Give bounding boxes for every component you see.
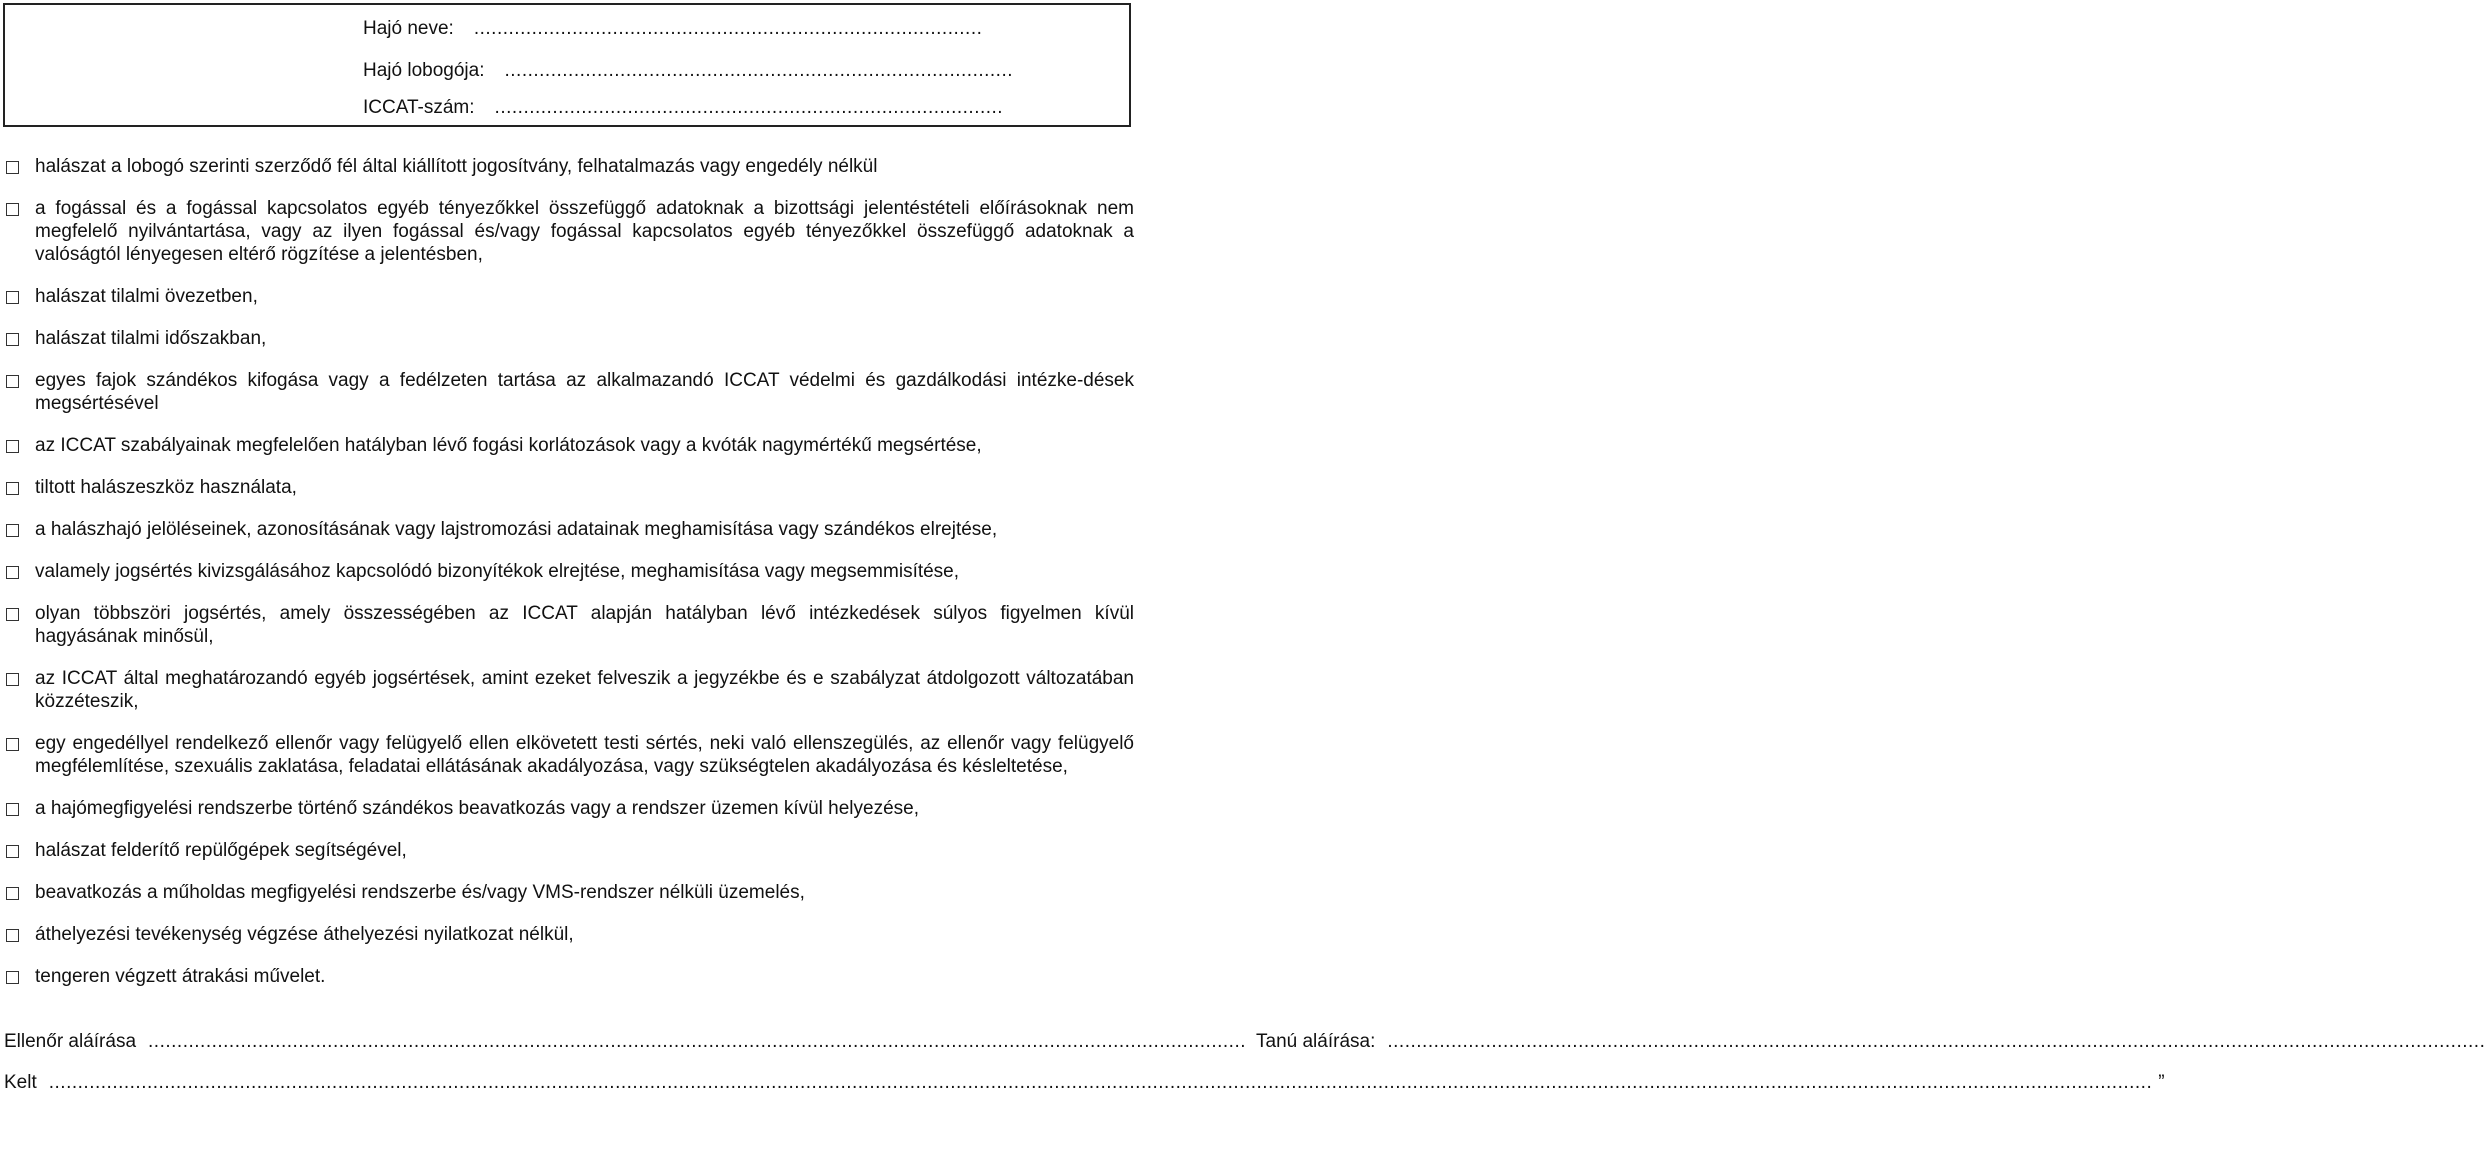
list-item: [4, 667, 1134, 713]
date-row: [4, 1071, 2165, 1094]
item-text: beavatkozás a műholdas megfigyelési rendszerbe és/vagy VMS-rendszer nélküli üzemelés,: [35, 882, 805, 903]
item-text: az ICCAT szabályainak megfelelően hatályban lévő fogási korlátozások vagy a kvóták nagymértékű megsértése,: [35, 435, 982, 456]
item-text: tengeren végzett átrakási művelet.: [35, 966, 326, 987]
infringement-checkbox[interactable]: [6, 971, 19, 984]
list-item: [4, 327, 1134, 350]
iccat-number-dots[interactable]: ........................................................................................: [494, 97, 1004, 118]
vessel-flag-field[interactable]: [363, 59, 1014, 82]
infringement-checkbox[interactable]: [6, 482, 19, 495]
infringement-checkbox[interactable]: [6, 929, 19, 942]
vessel-name-field[interactable]: [363, 17, 983, 40]
vessel-info-box: [3, 3, 1131, 127]
vessel-name-dots[interactable]: ........................................................................................: [473, 18, 983, 39]
infringement-checkbox[interactable]: [6, 291, 19, 304]
witness-signature-label: Tanú aláírása:: [1256, 1031, 1376, 1052]
item-text: valamely jogsértés kivizsgálásához kapcsolódó bizonyítékok elrejtése, meghamisítása vagy megsemmisítése,: [35, 561, 960, 582]
infringement-checkbox[interactable]: [6, 161, 19, 174]
list-item: [4, 476, 1134, 499]
infringement-checkbox[interactable]: [6, 738, 19, 751]
list-item: [4, 602, 1134, 648]
vessel-flag-label: Hajó lobogója:: [363, 60, 485, 81]
infringement-list: [4, 155, 1134, 1007]
iccat-number-label: ICCAT-szám:: [363, 97, 475, 118]
list-item: [4, 965, 1134, 988]
list-item: [4, 923, 1134, 946]
infringement-checkbox[interactable]: [6, 375, 19, 388]
item-text: halászat tilalmi övezetben,: [35, 286, 258, 307]
infringement-checkbox[interactable]: [6, 203, 19, 216]
list-item: [4, 155, 1134, 178]
list-item: [4, 518, 1134, 541]
inspector-signature-label: Ellenőr aláírása: [4, 1031, 137, 1052]
list-item: [4, 797, 1134, 820]
list-item: [4, 369, 1134, 415]
item-text: tiltott halászeszköz használata,: [35, 477, 297, 498]
item-text: a fogással és a fogással kapcsolatos egyéb tényezőkkel összefüggő adatoknak a bizottsági jelentéstételi előírásoknak nem megfelelő nyilvántartása, vagy az ilyen fogással és/vagy fogással kapcsolatos egyéb tényezőkkel összefüggő adatoknak a valóságtól lényegesen eltérő rögzítése a jelentésben,: [35, 198, 1134, 265]
signature-row: [4, 1030, 2485, 1053]
item-text: egy engedéllyel rendelkező ellenőr vagy felügyelő ellen elkövetett testi sértés, neki való ellenszegülés, az ellenőr vagy felügyelő megfélemlítése, szexuális zaklatása, feladatai ellátásának akadályozása, vagy szükségtelen akadályozása és késleltetése,: [35, 733, 1134, 777]
vessel-flag-dots[interactable]: ........................................................................................: [504, 60, 1014, 81]
infringement-checkbox[interactable]: [6, 566, 19, 579]
infringement-checkbox[interactable]: [6, 803, 19, 816]
date-label: Kelt: [4, 1072, 37, 1093]
list-item: [4, 881, 1134, 904]
item-text: olyan többszöri jogsértés, amely összességében az ICCAT alapján hatályban lévő intézkedések súlyos figyelmen kívül hagyásának minősül,: [35, 603, 1134, 647]
item-text: halászat a lobogó szerinti szerződő fél által kiállított jogosítvány, felhatalmazás vagy engedély nélkül: [35, 156, 878, 177]
infringement-checkbox[interactable]: [6, 887, 19, 900]
item-text: halászat felderítő repülőgépek segítségével,: [35, 840, 407, 861]
infringement-checkbox[interactable]: [6, 440, 19, 453]
infringement-checkbox[interactable]: [6, 608, 19, 621]
list-item: [4, 285, 1134, 308]
infringement-checkbox[interactable]: [6, 333, 19, 346]
list-item: [4, 197, 1134, 266]
infringement-checkbox[interactable]: [6, 524, 19, 537]
list-item: [4, 560, 1134, 583]
item-text: a halászhajó jelöléseinek, azonosításának vagy lajstromozási adatainak meghamisítása vagy szándékos elrejtése,: [35, 519, 998, 540]
inspector-signature-line[interactable]: ..............................................................................................................................................................................................: [148, 1031, 1247, 1052]
item-text: az ICCAT által meghatározandó egyéb jogsértések, amint ezeket felveszik a jegyzékbe és e szabályzat átdolgozott változatában közzéteszik,: [35, 668, 1134, 712]
date-line[interactable]: ............................................................................................................................................................................................................................................................................................................................................................................: [48, 1072, 2153, 1093]
iccat-number-field[interactable]: [363, 96, 1004, 119]
item-text: egyes fajok szándékos kifogása vagy a fedélzeten tartása az alkalmazandó ICCAT védelmi és gazdálkodási intézke-dések megsértésével: [35, 370, 1134, 414]
infringement-checkbox[interactable]: [6, 845, 19, 858]
list-item: [4, 839, 1134, 862]
item-text: halászat tilalmi időszakban,: [35, 328, 267, 349]
witness-signature-line[interactable]: ..............................................................................................................................................................................................: [1387, 1031, 2485, 1052]
list-item: [4, 434, 1134, 457]
infringement-checkbox[interactable]: [6, 673, 19, 686]
item-text: a hajómegfigyelési rendszerbe történő szándékos beavatkozás vagy a rendszer üzemen kívül helyezése,: [35, 798, 920, 819]
closing-quote: ”: [2158, 1072, 2165, 1093]
item-text: áthelyezési tevékenység végzése áthelyezési nyilatkozat nélkül,: [35, 924, 574, 945]
list-item: [4, 732, 1134, 778]
vessel-name-label: Hajó neve:: [363, 18, 454, 39]
